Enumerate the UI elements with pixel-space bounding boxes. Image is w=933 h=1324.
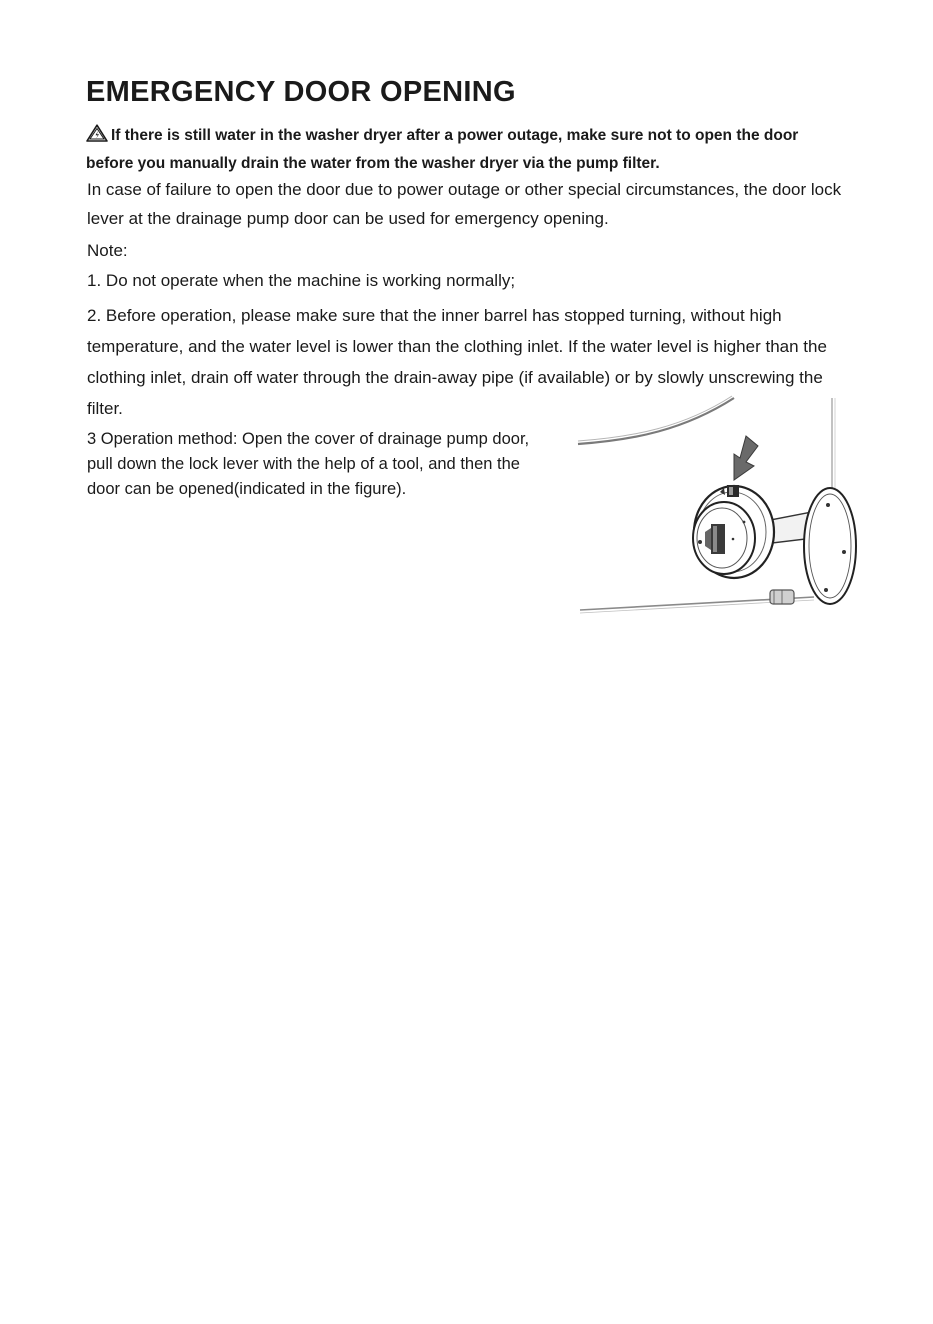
page-title: EMERGENCY DOOR OPENING — [86, 76, 516, 108]
warning-block — [86, 122, 846, 178]
note-item-1 — [87, 266, 857, 295]
note-item-1-number: 1. — [87, 271, 102, 290]
intro-paragraph: In case of failure to open the door due to power outage or other special circumstances, the door lock lever at the drainage pump door can be used for emergency opening. — [87, 180, 842, 228]
warning-triangle-icon — [86, 124, 108, 142]
note-item-2: 2. Before operation, please make sure that the inner barrel has stopped turning, without high temperature, and the water level is lower than the clothing inlet. If the water level is higher than the clothing inlet, drain off water through the drain-away pipe (if available) or by slowly unscrewing the filter. — [87, 306, 827, 418]
warning-text: If there is still water in the washer dryer after a power outage, make sure not to open the door before you manually drain the water from the washer dryer via the pump filter. — [86, 127, 799, 172]
pump-door-lever-illustration — [574, 392, 864, 618]
note-item-3: 3 Operation method: Open the cover of drainage pump door, pull down the lock lever with the help of a tool, and then the door can be opened(indicated in the figure). — [87, 430, 530, 498]
note-item-1-text: Do not operate when the machine is working normally; — [105, 271, 516, 290]
note-label: Note: — [87, 241, 128, 260]
